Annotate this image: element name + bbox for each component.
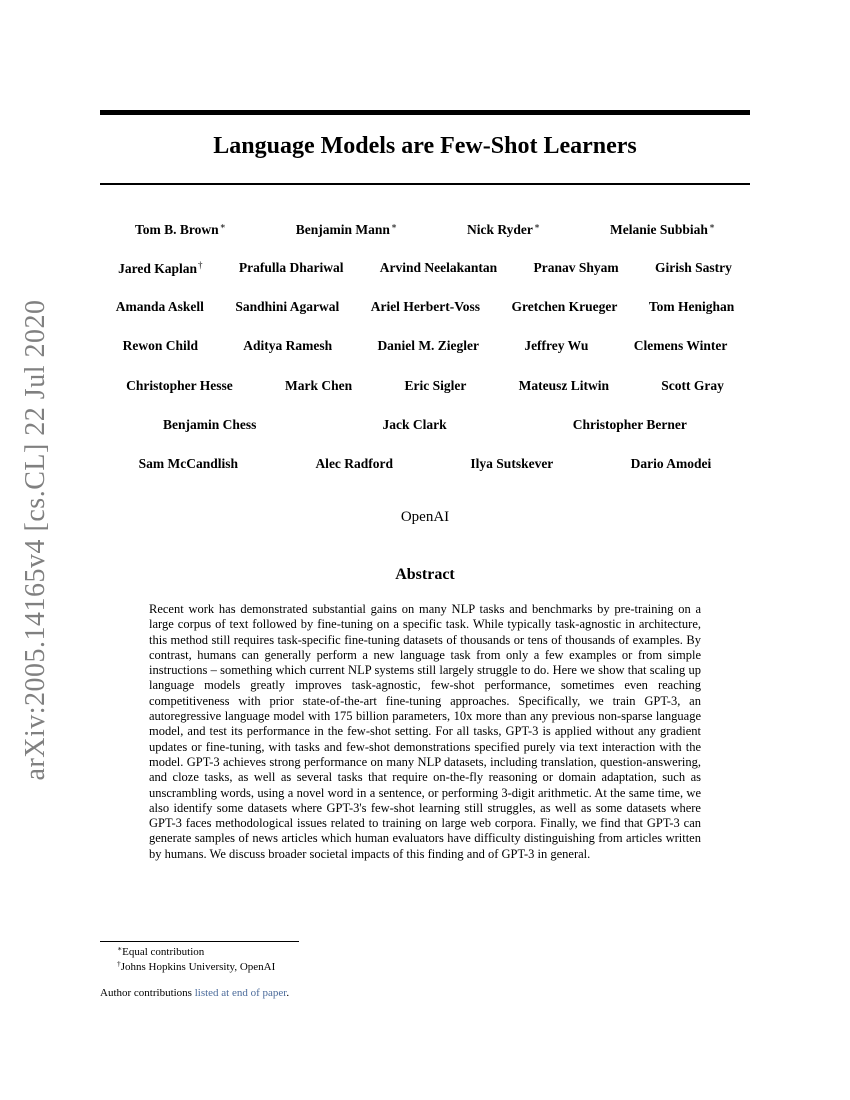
footnote-mark-asterisk: ∗ [117, 944, 123, 953]
author-name [661, 378, 724, 394]
title-top-rule [100, 110, 750, 115]
author-name [467, 221, 540, 238]
author-name-text: Gretchen Krueger [511, 299, 618, 314]
footnote-equal-text: Equal contribution [122, 946, 205, 958]
author-name [610, 221, 715, 238]
author-row [100, 375, 750, 397]
arxiv-stamp-text: arXiv:2005.14165v4 [cs.CL] 22 Jul 2020 [20, 299, 51, 781]
author-name [239, 260, 344, 276]
author-name [118, 260, 202, 277]
author-name-text: Dario Amodei [630, 456, 712, 471]
author-name-text: Daniel M. Ziegler [377, 338, 480, 353]
author-name-text: Arvind Neelakantan [379, 260, 498, 275]
author-footnote-mark: † [198, 259, 203, 270]
author-name [573, 417, 687, 433]
author-name-text: Ilya Sutskever [470, 456, 554, 471]
author-footnote-mark: ∗ [708, 220, 715, 231]
abstract-body: Recent work has demonstrated substantial gains on many NLP tasks and benchmarks by pre-training on a large corpus of text followed by fine-tuning on a specific task. While typically task-agnostic in architecture, this method still requires task-specific fine-tuning datasets of thousands or tens of thousands of examples. By contrast, humans can generally perform a new language task from only a few examples or from simple instructions – something which current NLP systems still largely struggle to do. Here we show that scaling up language models greatly improves task-agnostic, few-shot performance, sometimes even reaching competitiveness with prior state-of-the-art fine-tuning approaches. Specifically, we train GPT-3, an autoregressive language model with 175 billion parameters, 10x more than any previous non-sparse language model, and test its performance in the few-shot setting. For all tasks, GPT-3 is applied without any gradient updates or fine-tuning, with tasks and few-shot demonstrations specified purely via text interaction with the model. GPT-3 achieves strong performance on many NLP datasets, including translation, question-answering, and cloze tasks, as well as several tasks that require on-the-fly reasoning or domain adaptation, such as unscrambling words, using a novel word in a sentence, or performing 3-digit arithmetic. At the same time, we also identify some datasets where GPT-3's few-shot learning still struggles, as well as some datasets where GPT-3 faces methodological issues related to training on large web corpora. Finally, we find that GPT-3 can generate samples of news articles which human evaluators have difficulty distinguishing from articles written by humans. We discuss broader societal impacts of this finding and of GPT-3 in general. [149, 602, 701, 861]
author-name-text: Nick Ryder [466, 221, 533, 237]
author-name-text: Jack Clark [382, 417, 447, 432]
author-name-text: Christopher Berner [572, 417, 687, 432]
author-name-text: Christopher Hesse [126, 378, 233, 393]
author-name-text: Pranav Shyam [533, 260, 619, 275]
author-footnote-mark: ∗ [533, 220, 540, 231]
author-name [139, 456, 238, 472]
author-name [470, 456, 553, 472]
author-row [100, 218, 750, 240]
footnote-mark-dagger: † [117, 959, 121, 968]
author-name [524, 338, 588, 354]
author-name [634, 338, 728, 354]
author-name [116, 299, 204, 315]
author-contributions-note [100, 987, 289, 999]
author-name-text: Sandhini Agarwal [235, 299, 340, 314]
author-name-text: Tom Henighan [648, 299, 735, 314]
footnote-jhu [117, 959, 275, 973]
author-name-text: Amanda Askell [115, 299, 204, 314]
author-name [383, 417, 447, 433]
contributions-prefix: Author contributions [100, 987, 192, 999]
author-name [123, 338, 198, 354]
author-name [243, 338, 332, 354]
author-row [100, 453, 750, 475]
author-name-text: Sam McCandlish [138, 456, 239, 471]
author-row [100, 335, 750, 357]
author-name-text: Alec Radford [315, 456, 394, 471]
author-name [126, 378, 233, 394]
author-name [380, 260, 497, 276]
author-name-text: Clemens Winter [633, 338, 728, 353]
footnote-rule [100, 941, 299, 942]
author-name [235, 299, 339, 315]
author-name [135, 221, 226, 238]
affiliation: OpenAI [400, 509, 450, 525]
author-name [631, 456, 712, 472]
author-name-text: Jeffrey Wu [524, 338, 589, 353]
author-name-text: Melanie Subbiah [609, 221, 708, 237]
footnote-equal-contribution [117, 944, 204, 958]
author-name-text: Benjamin Mann [295, 221, 390, 237]
author-name-text: Ariel Herbert-Voss [370, 299, 481, 314]
author-name-text: Mateusz Litwin [518, 378, 609, 393]
author-name [315, 456, 393, 472]
author-name-text: Rewon Child [122, 338, 199, 353]
author-name-text: Mark Chen [285, 378, 353, 393]
abstract-heading: Abstract [395, 566, 455, 583]
contributions-suffix: . [286, 987, 290, 999]
author-name [512, 299, 618, 315]
author-name [371, 299, 480, 315]
author-row [100, 414, 750, 436]
author-name [655, 260, 732, 276]
contributions-link[interactable]: listed at end of paper [194, 987, 287, 999]
author-row [100, 296, 750, 318]
author-name-text: Aditya Ramesh [243, 338, 333, 353]
author-name [163, 417, 256, 433]
author-name [296, 221, 397, 238]
author-footnote-mark: ∗ [219, 220, 226, 231]
footnote-jhu-text: Johns Hopkins University, OpenAI [120, 961, 276, 973]
author-name [519, 378, 609, 394]
author-name-text: Benjamin Chess [163, 417, 257, 432]
author-name-text: Girish Sastry [654, 260, 732, 275]
arxiv-stamp [0, 0, 72, 1100]
author-name [377, 338, 479, 354]
author-name [649, 299, 734, 315]
author-name-text: Scott Gray [661, 378, 724, 393]
title-bottom-rule [100, 183, 750, 185]
paper-title: Language Models are Few-Shot Learners [213, 133, 637, 159]
author-name [285, 378, 352, 394]
author-row [100, 257, 750, 279]
author-name-text: Eric Sigler [404, 378, 467, 393]
author-name-text: Jared Kaplan [118, 260, 198, 276]
author-name [404, 378, 466, 394]
author-name-text: Prafulla Dhariwal [238, 260, 344, 275]
author-name [534, 260, 619, 276]
author-footnote-mark: ∗ [390, 220, 397, 231]
author-name-text: Tom B. Brown [134, 221, 219, 237]
